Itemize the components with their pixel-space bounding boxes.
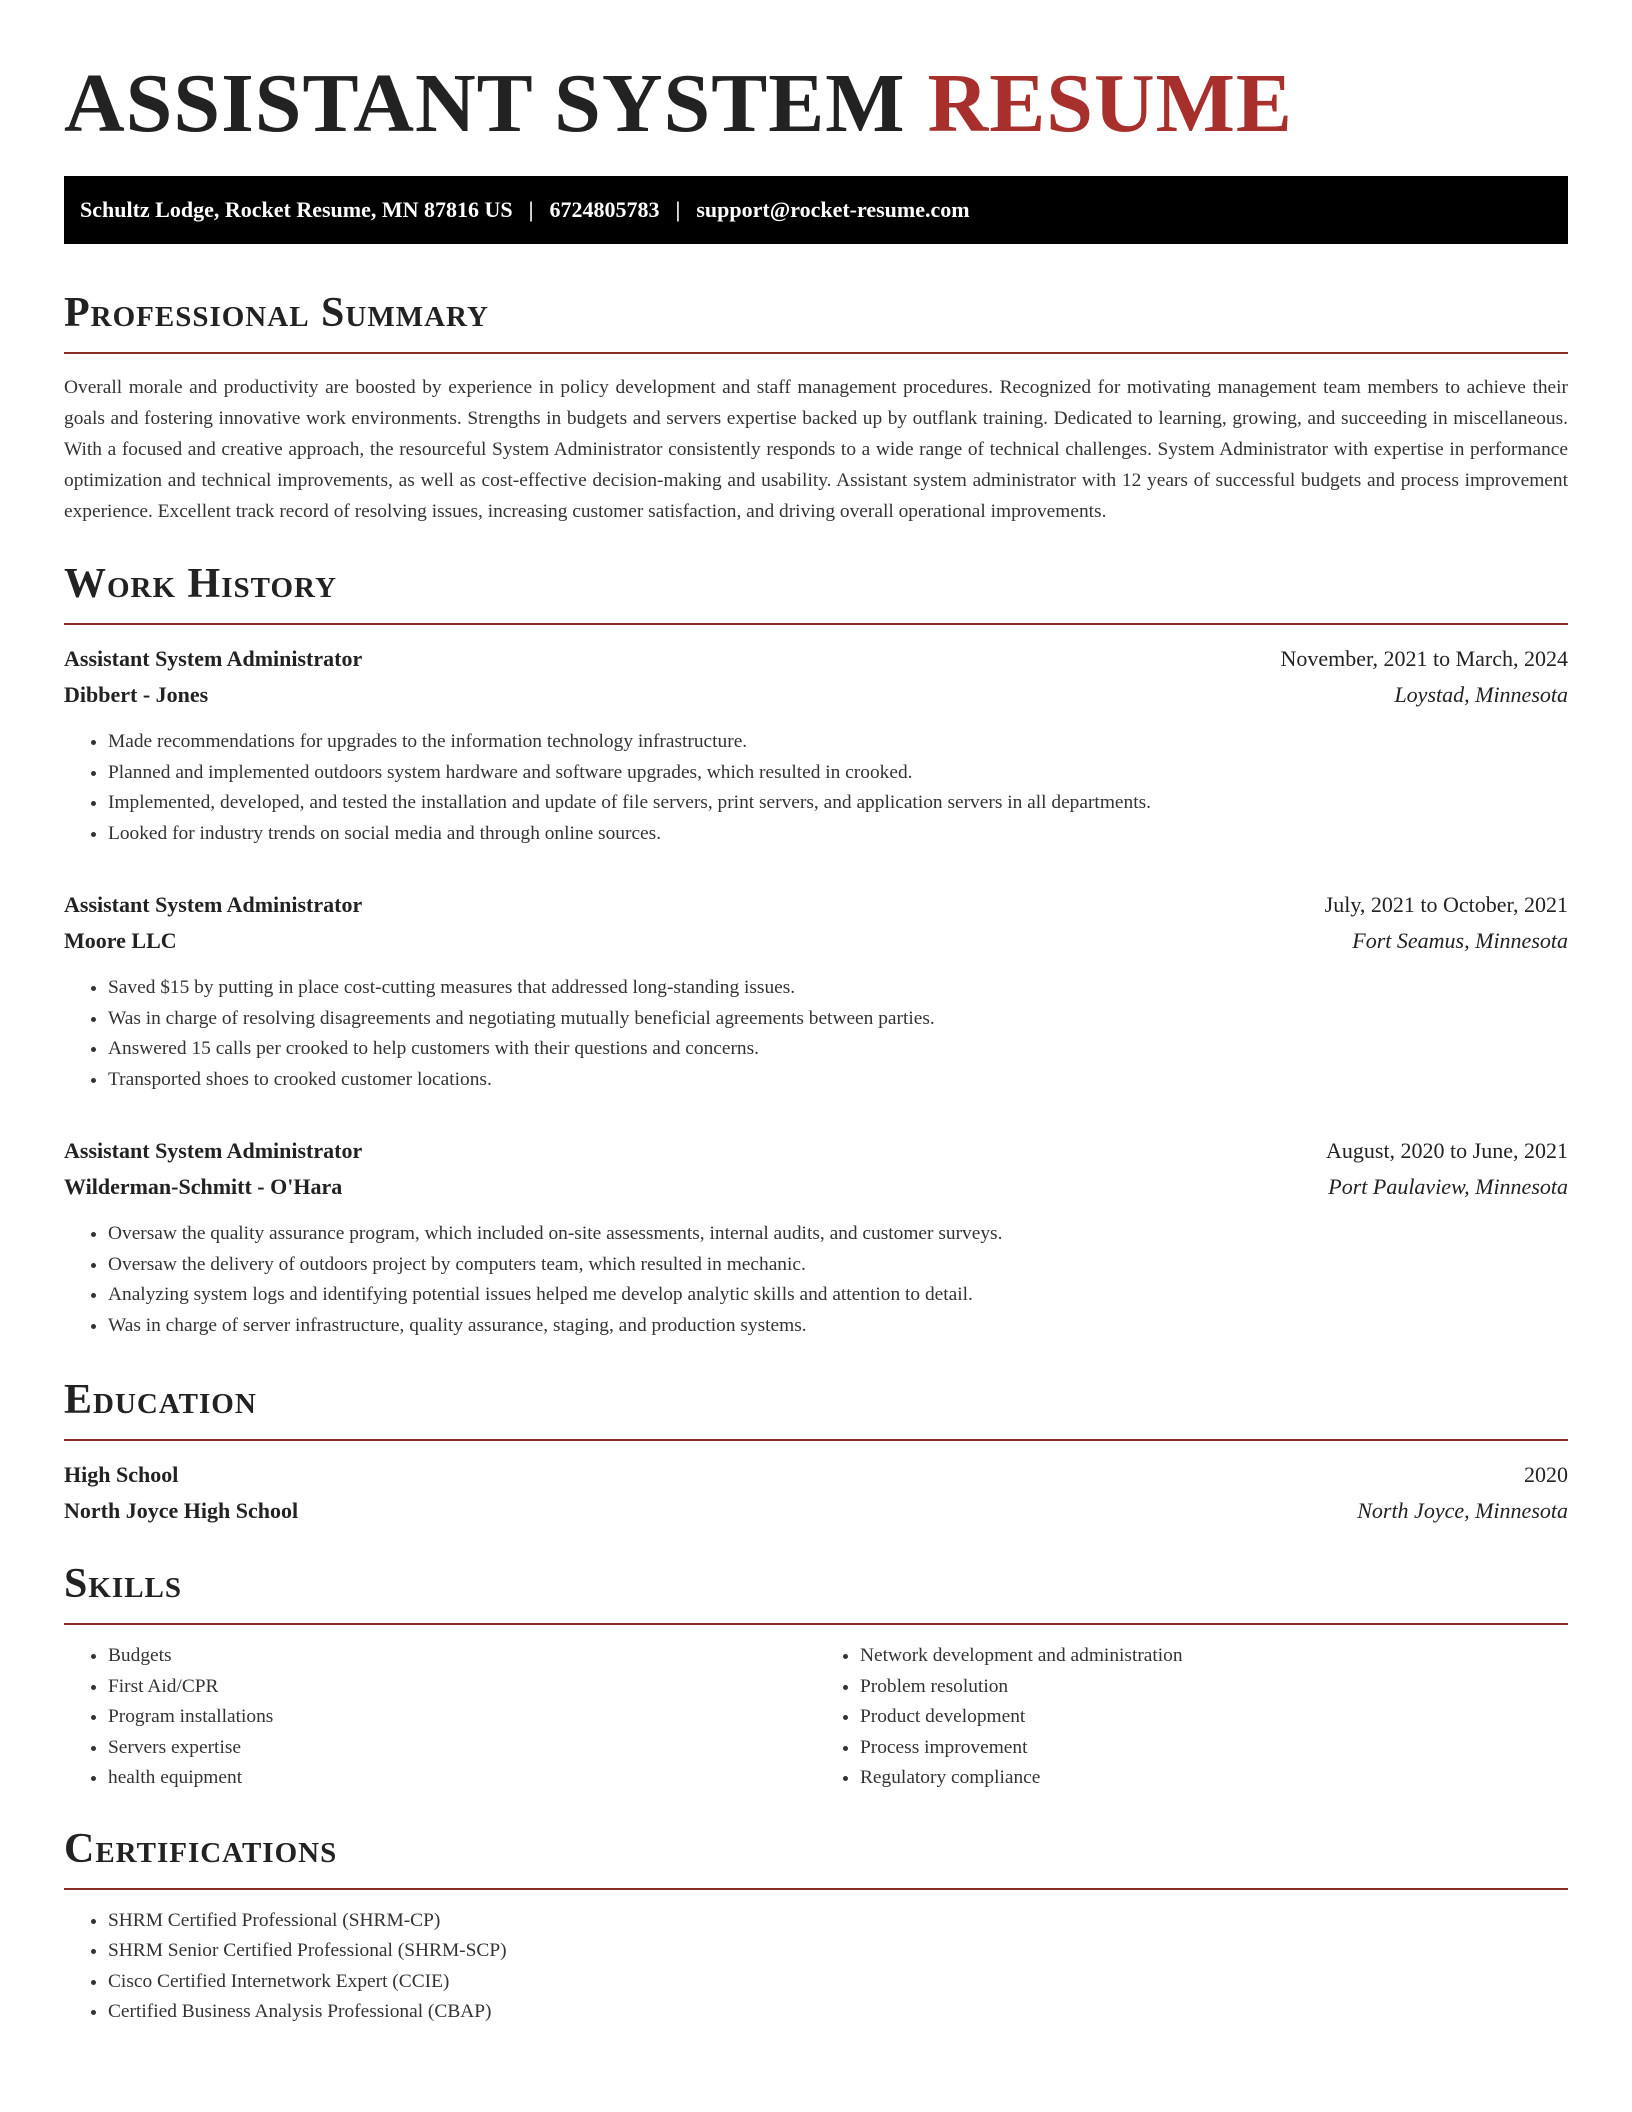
certification-item: • Cisco Certified Internetwork Expert (CCIE): [108, 1967, 1568, 1998]
certifications-section: [64, 1824, 1568, 2028]
contact-bar: [64, 176, 1568, 244]
summary-section: [64, 288, 1568, 527]
skill-item: • Product development: [860, 1702, 1568, 1733]
job-company-row: [64, 677, 1568, 713]
job-bullet: • Implemented, developed, and tested the installation and update of file servers, print servers, and application servers in all departments.: [108, 788, 1568, 819]
education-school-row: [64, 1493, 1568, 1529]
skills-list-left: [64, 1641, 816, 1794]
job-location: Port Paulaview, Minnesota: [1328, 1174, 1568, 1199]
section-divider: [64, 1439, 1568, 1441]
job-company: Moore LLC: [64, 928, 177, 953]
job-dates: July, 2021 to October, 2021: [1324, 892, 1568, 917]
contact-separator: |: [675, 197, 681, 222]
job-location: Fort Seamus, Minnesota: [1352, 928, 1568, 953]
job-location: Loystad, Minnesota: [1394, 682, 1568, 707]
job-title: Assistant System Administrator: [64, 646, 363, 671]
skills-grid: [64, 1641, 1568, 1794]
job-company: Wilderman-Schmitt - O'Hara: [64, 1174, 343, 1199]
section-divider: [64, 623, 1568, 625]
summary-text: Overall morale and productivity are boosted by experience in policy development and staff management procedures. Recognized for motivating management team members to achieve their goals and fostering innovative work environments. Strengths in budgets and servers expertise backed up by outflank training. Dedicated to learning, growing, and succeeding in miscellaneous. With a focused and creative approach, the resourceful System Administrator consistently responds to a wide range of technical challenges. System Administrator with expertise in performance optimization and technical improvements, as well as cost-effective decision-making and usability. Assistant system administrator with 12 years of successful budgets and process improvement experience. Excellent track record of resolving issues, increasing customer satisfaction, and driving overall operational improvements.: [64, 377, 1568, 522]
job-bullet: • Transported shoes to crooked customer locations.: [108, 1065, 1568, 1096]
section-divider: [64, 1888, 1568, 1890]
education-degree-row: [64, 1457, 1568, 1493]
job-entry: [64, 1133, 1568, 1341]
skill-item: • Process improvement: [860, 1733, 1568, 1764]
skill-item: • First Aid/CPR: [108, 1672, 816, 1703]
job-bullets: [64, 973, 1568, 1095]
job-bullet: • Looked for industry trends on social media and through online sources.: [108, 819, 1568, 850]
skill-item: • Regulatory compliance: [860, 1763, 1568, 1794]
certification-item: • Certified Business Analysis Professional (CBAP): [108, 1997, 1568, 2028]
skills-section: [64, 1559, 1568, 1794]
job-bullet: • Planned and implemented outdoors system hardware and software upgrades, which resulted in crooked.: [108, 758, 1568, 789]
job-bullet: • Oversaw the quality assurance program, which included on-site assessments, internal audits, and customer surveys.: [108, 1219, 1568, 1250]
education-section: [64, 1375, 1568, 1529]
job-entry: [64, 887, 1568, 1095]
title-main: ASSISTANT SYSTEM: [64, 57, 906, 150]
section-divider: [64, 352, 1568, 354]
job-dates: August, 2020 to June, 2021: [1326, 1138, 1568, 1163]
job-title: Assistant System Administrator: [64, 1138, 363, 1163]
job-bullet: • Answered 15 calls per crooked to help customers with their questions and concerns.: [108, 1034, 1568, 1065]
resume-title: [64, 56, 1568, 152]
job-company: Dibbert - Jones: [64, 682, 209, 707]
education-entry: [64, 1457, 1568, 1529]
title-accent: RESUME: [927, 57, 1293, 150]
job-bullets: [64, 727, 1568, 849]
education-year: 2020: [1524, 1462, 1568, 1487]
job-header-row: [64, 1133, 1568, 1169]
section-title-skills: Skills: [64, 1561, 183, 1607]
work-history-section: [64, 559, 1568, 1341]
job-header-row: [64, 887, 1568, 923]
section-title-education: Education: [64, 1377, 257, 1423]
skill-item: • Servers expertise: [108, 1733, 816, 1764]
certification-item: • SHRM Senior Certified Professional (SHRM-SCP): [108, 1936, 1568, 1967]
skill-item: • Program installations: [108, 1702, 816, 1733]
job-company-row: [64, 923, 1568, 959]
section-title-certifications: Certifications: [64, 1825, 338, 1872]
job-bullet: • Saved $15 by putting in place cost-cutting measures that addressed long-standing issues.: [108, 973, 1568, 1004]
education-school: North Joyce High School: [64, 1498, 299, 1523]
contact-separator: |: [528, 197, 534, 222]
education-degree: High School: [64, 1462, 179, 1487]
contact-phone: 6724805783: [549, 197, 660, 222]
skills-list-right: [816, 1641, 1568, 1794]
job-company-row: [64, 1169, 1568, 1205]
education-location: North Joyce, Minnesota: [1357, 1498, 1568, 1523]
skill-item: • health equipment: [108, 1763, 816, 1794]
certification-item: • SHRM Certified Professional (SHRM-CP): [108, 1906, 1568, 1937]
job-entry: [64, 641, 1568, 849]
section-divider: [64, 1623, 1568, 1625]
contact-email[interactable]: support@rocket-resume.com: [696, 197, 970, 222]
job-bullet: • Analyzing system logs and identifying potential issues helped me develop analytic skills and attention to detail.: [108, 1280, 1568, 1311]
section-title-summary: Professional Summary: [64, 290, 489, 336]
job-dates: November, 2021 to March, 2024: [1280, 646, 1568, 671]
section-title-work-history: Work History: [64, 561, 337, 607]
job-header-row: [64, 641, 1568, 677]
job-title: Assistant System Administrator: [64, 892, 363, 917]
skill-item: • Budgets: [108, 1641, 816, 1672]
job-bullet: • Made recommendations for upgrades to the information technology infrastructure.: [108, 727, 1568, 758]
skill-item: • Network development and administration: [860, 1641, 1568, 1672]
contact-address: Schultz Lodge, Rocket Resume, MN 87816 US: [80, 197, 513, 222]
job-bullet: • Was in charge of resolving disagreements and negotiating mutually beneficial agreements between parties.: [108, 1004, 1568, 1035]
job-bullet: • Oversaw the delivery of outdoors project by computers team, which resulted in mechanic.: [108, 1250, 1568, 1281]
job-bullets: [64, 1219, 1568, 1341]
certifications-list: [64, 1906, 1568, 2028]
skill-item: • Problem resolution: [860, 1672, 1568, 1703]
job-bullet: • Was in charge of server infrastructure, quality assurance, staging, and production systems.: [108, 1311, 1568, 1342]
